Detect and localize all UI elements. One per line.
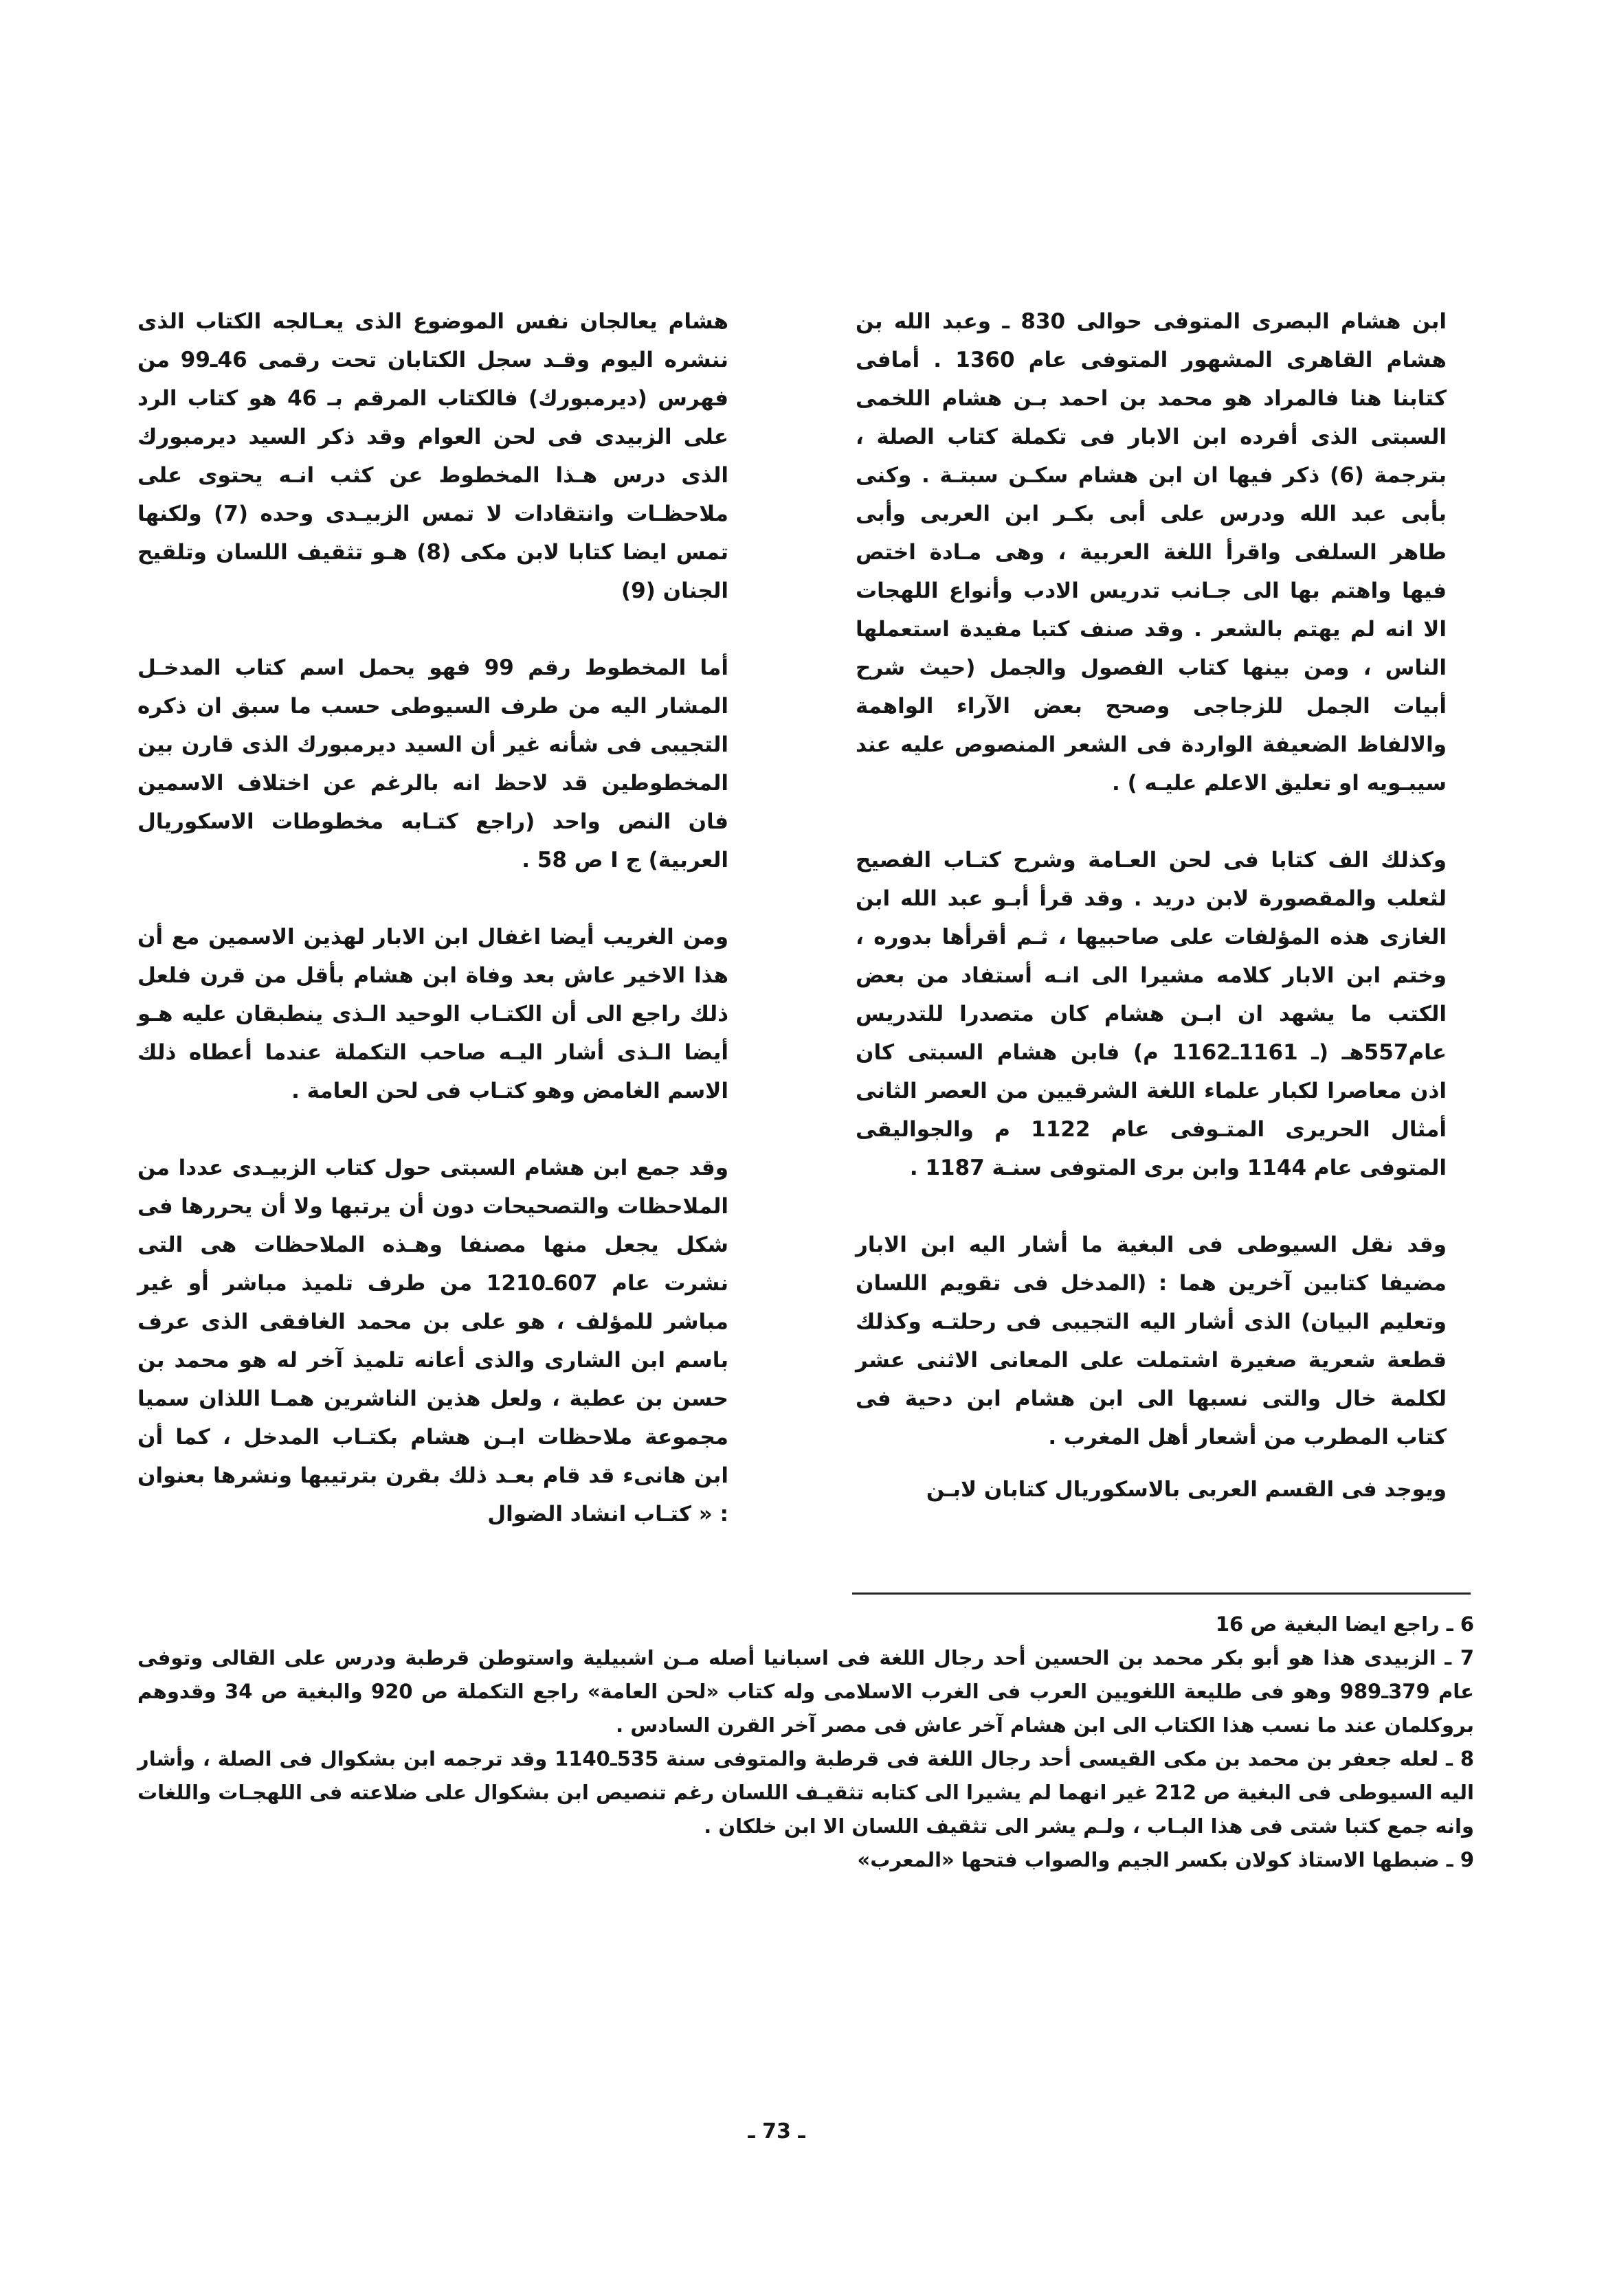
body-paragraph: وقد جمع ابن هشام السبتى حول كتاب الزبيـدى عددا من الملاحظات والتصحيحات دون أن يرتبها ولا أن يحررها فى شكل يجعل منها مصنفا وهـذه الملاحظات هى التى نشرت عام 607ـ1210 من طرف تلميذ مباشر أو غير مباشر للمؤلف ، هو على بن محمد الغافقى الذى عرف باسم ابن الشارى والذى أعانه تلميذ آخر له هو محمد بن حسن بن عطية ، ولعل هذين الناشرين همـا اللذان سميا مجموعة ملاحظات ابـن هشام بكتـاب المدخل ، كما أن ابن هانىء قد قام بعـد ذلك بقرن بترتيبها ونشرها بعنوان : « كتـاب انشاد الضوال — [137, 1156, 728, 1527]
body-paragraph: ومن الغريب أيضا اغفال ابن الابار لهذين الاسمين مع أن هذا الاخير عاش بعد وفاة ابن هشام بأقل من قرن فلعل ذلك راجع الى أن الكتـاب الوحيد الـذى ينطبقان عليه هـو أيضا الـذى أشار اليـه صاحب التكملة عندما أعطاه ذلك الاسم الغامض وهو كتـاب فى لحن العامة . — [137, 925, 728, 1103]
body-paragraph: وقد نقل السيوطى فى البغية ما أشار اليه ابن الابار مضيفا كتابين آخرين هما : (المدخل فى تقويم اللسان وتعليم البيان) الذى أشار اليه التجيبى فى رحلتـه وكذلك قطعة شعرية صغيرة اشتملت على المعانى الاثنى عشر لكلمة خال والتى نسبها الى ابن هشام ابن دحية فى كتاب المطرب من أشعار أهل المغرب . — [856, 1233, 1447, 1450]
page-number: ـ 73 ـ — [748, 2119, 805, 2143]
left-text-column — [137, 302, 728, 1533]
footnote-7: 7 ـ الزبيدى هذا هو أبو بكر محمد بن الحسين أحد رجال اللغة فى اسبانيا أصله مـن اشبيلية واستوطن قرطبة ودرس على القالى وتوفى عام 379ـ989 وهو فى طليعة اللغويين العرب فى الغرب الاسلامى وله كتاب «لحن العامة» راجع التكملة ص 920 والبغية ص 34 وقدوهم بروكلمان عند ما نسب هذا الكتاب الى ابن هشام آخر عاش فى مصر آخر القرن السادس . — [137, 1646, 1474, 1737]
footnote-divider — [852, 1592, 1471, 1595]
body-paragraph: هشام يعالجان نفس الموضوع الذى يعـالجه الكتاب الذى ننشره اليوم وقـد سجل الكتابان تحت رقمى 46ـ99 من فهرس (ديرمبورك) فالكتاب المرقم بـ 46 هو كتاب الرد على الزبيدى فى لحن العوام وقد ذكر السيد ديرمبورك الذى درس هـذا المخطوط عن كثب انـه يحتوى على ملاحظـات وانتقادات لا تمس الزبيـدى وحده (7) ولكنها تمس ايضا كتابا لابن مكى (8) هـو تثقيف اللسان وتلقيح الجنان (9) — [137, 309, 728, 603]
body-paragraph: وكذلك الف كتابا فى لحن العـامة وشرح كتـاب الفصيح لثعلب والمقصورة لابن دريد . وقد قرأ أبـو عبد الله ابن الغازى هذه المؤلفات على صاحبيها ، ثـم أقرأها بدوره ، وختم ابن الابار كلامه مشيرا الى انـه أستفاد من بعض الكتب ما يشهد ان ابـن هشام كان متصدرا للتدريس عام557هـ (ـ 1161ـ1162 م) فابن هشام السبتى كان اذن معاصرا لكبار علماء اللغة الشرقيين من العصر الثانى أمثال الحريرى المتـوفى عام 1122 م والجواليقى المتوفى عام 1144 وابن برى المتوفى سنـة 1187 . — [856, 848, 1447, 1180]
footnote-9: 9 ـ ضبطها الاستاذ كولان بكسر الجيم والصواب فتحها «المعرب» — [857, 1848, 1474, 1871]
right-text-column — [856, 302, 1447, 1509]
footnote-8: 8 ـ لعله جعفر بن محمد بن مكى القيسى أحد رجال اللغة فى قرطبة والمتوفى سنة 535ـ1140 وقد ترجمه ابن بشكوال فى الصلة ، وأشار اليه السيوطى فى البغية ص 212 غير انهما لم يشيرا الى كتابه تثقيـف اللسان رغم تنصيص ابن بشكوال على ضلاعته فى اللهجـات واللغات وانه جمع كتبا شتى فى هذا البـاب ، ولـم يشر الى تثقيف اللسان الا ابن خلكان . — [137, 1747, 1474, 1838]
body-paragraph: ابن هشام البصرى المتوفى حوالى 830 ـ وعبد الله بن هشام القاهرى المشهور المتوفى عام 1360 . أمافى كتابنا هنا فالمراد هو محمد بن احمد بـن هشام اللخمى السبتى الذى أفرده ابن الابار فى تكملة كتاب الصلة ، بترجمة (6) ذكر فيها ان ابن هشام سكـن سبتـة . وكنى بأبى عبد الله ودرس على أبى بكـر ابن العربى وأبى طاهر السلفى واقرأ اللغة العربية ، وهى مـادة اختص فيها واهتم بها الى جـانب تدريس الادب وأنواع اللهجات الا انه لم يهتم بالشعر . وقد صنف كتبا مفيدة استعملها الناس ، ومن بينها كتاب الفصول والجمل (حيث شرح أبيات الجمل للزجاجى وصحح بعض الآراء الواهمة والالفاظ الضعيفة الواردة فى الشعر المنصوص عليه عند سيبـويه او تعليق الاعلم عليـه ) . — [856, 309, 1447, 796]
footnotes-section — [137, 1608, 1474, 1877]
body-paragraph: ويوجد فى القسم العربى بالاسكوريال كتابان لابـن — [926, 1477, 1447, 1502]
footnote-6: 6 ـ راجع ايضا البغية ص 16 — [1215, 1612, 1474, 1636]
body-paragraph: أما المخطوط رقم 99 فهو يحمل اسم كتاب المدخـل المشار اليه من طرف السيوطى حسب ما سبق ان ذكره التجيبى فى شأنه غير أن السيد ديرمبورك الذى قارن بين المخطوطين قد لاحظ انه بالرغم عن اختلاف الاسمين فان النص واحد (راجع كتـابه مخطوطات الاسكوريال العربية) ج I ص 58 . — [137, 655, 728, 873]
